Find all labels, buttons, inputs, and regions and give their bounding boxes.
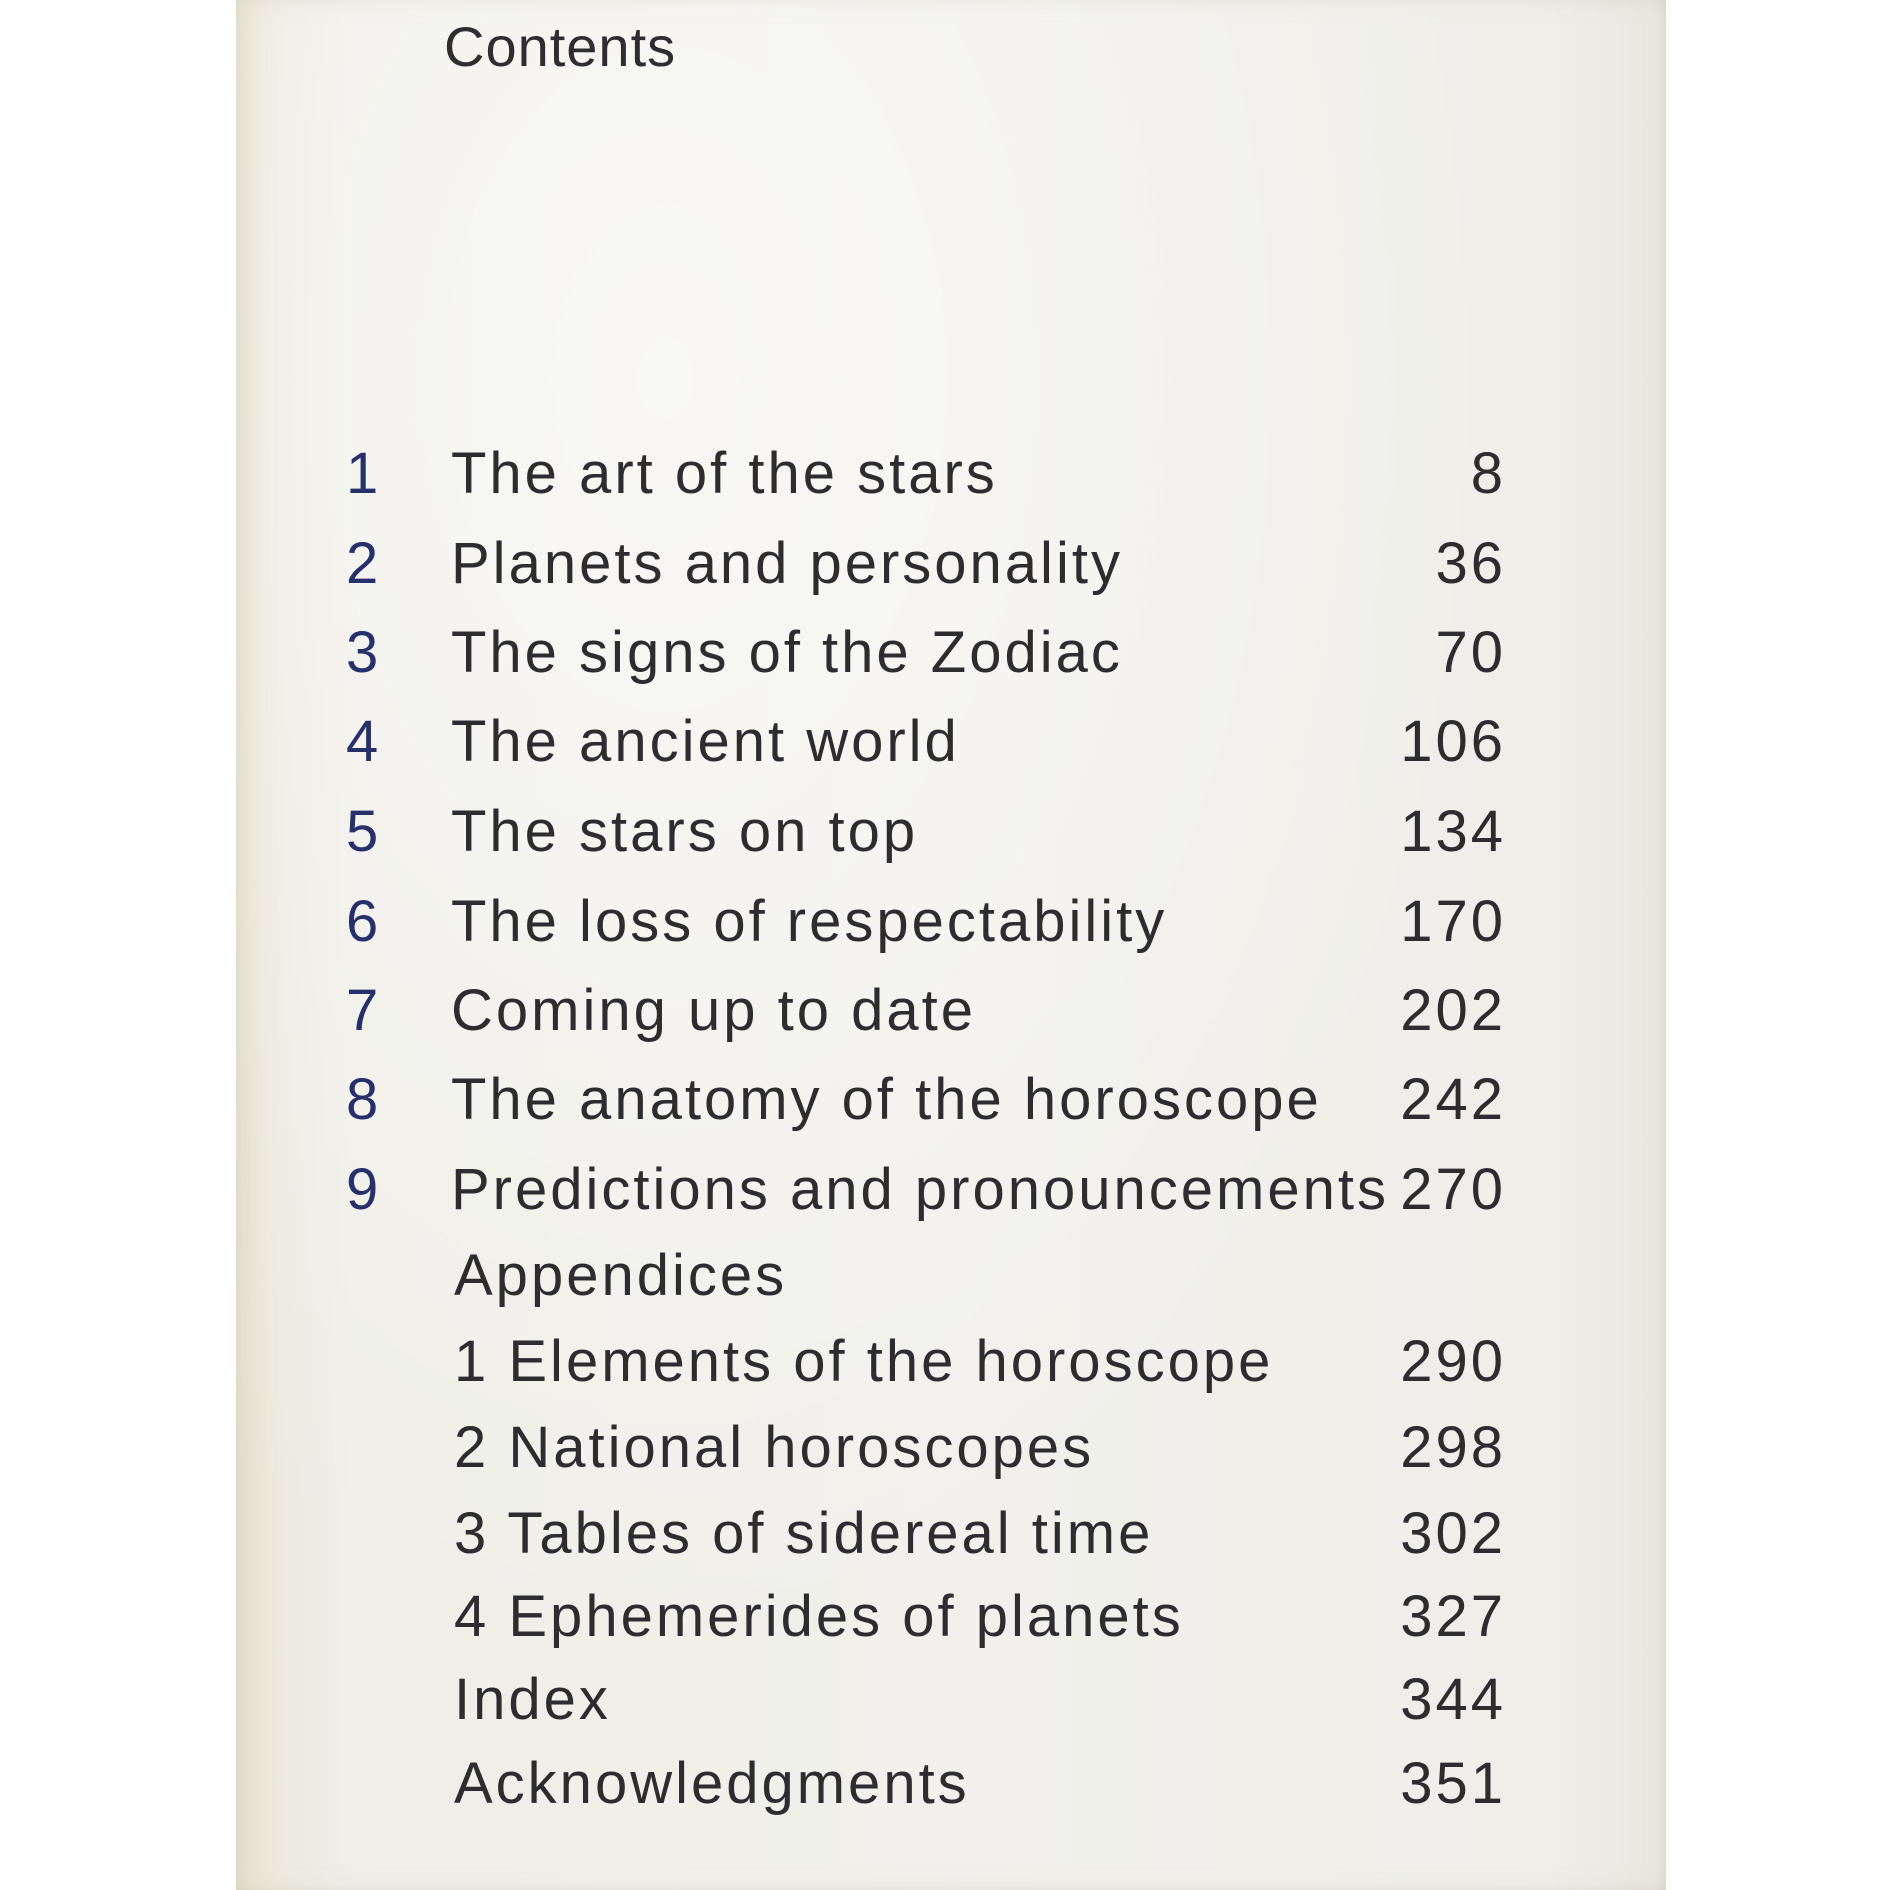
chapter-number: 9 bbox=[346, 1157, 380, 1222]
page-number: 8 bbox=[1470, 441, 1506, 506]
toc-entry-appendix-2 bbox=[236, 1414, 1666, 1484]
chapter-number: 3 bbox=[346, 620, 380, 685]
chapter-number: 4 bbox=[346, 709, 380, 774]
chapter-number: 1 bbox=[346, 441, 380, 506]
page-number: 36 bbox=[1435, 531, 1506, 596]
toc-appendices-heading bbox=[236, 1242, 1666, 1312]
page-number: 302 bbox=[1400, 1501, 1506, 1566]
toc-entry-chapter-5 bbox=[236, 798, 1666, 868]
chapter-title: The art of the stars bbox=[451, 441, 998, 506]
chapter-title: Predictions and pronouncements bbox=[451, 1157, 1389, 1222]
acknowledgments-title: Acknowledgments bbox=[454, 1751, 970, 1816]
page-number: 242 bbox=[1400, 1067, 1506, 1132]
page-number: 290 bbox=[1400, 1329, 1506, 1394]
toc-entry-index bbox=[236, 1666, 1666, 1736]
chapter-number: 6 bbox=[346, 889, 380, 954]
toc-entry-chapter-7 bbox=[236, 977, 1666, 1047]
page-number: 170 bbox=[1400, 889, 1506, 954]
appendix-title: 3 Tables of sidereal time bbox=[454, 1501, 1154, 1566]
index-title: Index bbox=[454, 1667, 611, 1732]
toc-entry-chapter-3 bbox=[236, 619, 1666, 689]
page-number: 70 bbox=[1435, 620, 1506, 685]
chapter-title: The anatomy of the horoscope bbox=[451, 1067, 1322, 1132]
toc-entry-chapter-1 bbox=[236, 440, 1666, 510]
toc-entry-chapter-8 bbox=[236, 1066, 1666, 1136]
page-number: 327 bbox=[1400, 1584, 1506, 1649]
chapter-number: 8 bbox=[346, 1067, 380, 1132]
appendix-title: 4 Ephemerides of planets bbox=[454, 1584, 1184, 1649]
chapter-title: Planets and personality bbox=[451, 531, 1123, 596]
chapter-title: The signs of the Zodiac bbox=[451, 620, 1123, 685]
page-number: 270 bbox=[1400, 1157, 1506, 1222]
page-number: 351 bbox=[1400, 1751, 1506, 1816]
chapter-title: The ancient world bbox=[451, 709, 960, 774]
chapter-title: Coming up to date bbox=[451, 978, 976, 1043]
chapter-number: 7 bbox=[346, 978, 380, 1043]
chapter-title: The stars on top bbox=[451, 799, 919, 864]
appendices-heading: Appendices bbox=[454, 1243, 788, 1308]
chapter-number: 2 bbox=[346, 531, 380, 596]
appendix-title: 1 Elements of the horoscope bbox=[454, 1329, 1274, 1394]
page-number: 344 bbox=[1400, 1667, 1506, 1732]
chapter-number: 5 bbox=[346, 799, 380, 864]
toc-entry-chapter-6 bbox=[236, 888, 1666, 958]
appendix-title: 2 National horoscopes bbox=[454, 1415, 1095, 1480]
book-page bbox=[236, 0, 1666, 1890]
page-title: Contents bbox=[444, 15, 677, 78]
toc-entry-appendix-3 bbox=[236, 1500, 1666, 1570]
page-number: 106 bbox=[1400, 709, 1506, 774]
page-number: 134 bbox=[1400, 799, 1506, 864]
page-number: 298 bbox=[1400, 1415, 1506, 1480]
toc-entry-appendix-4 bbox=[236, 1583, 1666, 1653]
toc-entry-chapter-9 bbox=[236, 1156, 1666, 1226]
toc-entry-chapter-4 bbox=[236, 708, 1666, 778]
toc-entry-chapter-2 bbox=[236, 530, 1666, 600]
toc-entry-acknowledgments bbox=[236, 1750, 1666, 1820]
chapter-title: The loss of respectability bbox=[451, 889, 1168, 954]
toc-entry-appendix-1 bbox=[236, 1328, 1666, 1398]
page-number: 202 bbox=[1400, 978, 1506, 1043]
